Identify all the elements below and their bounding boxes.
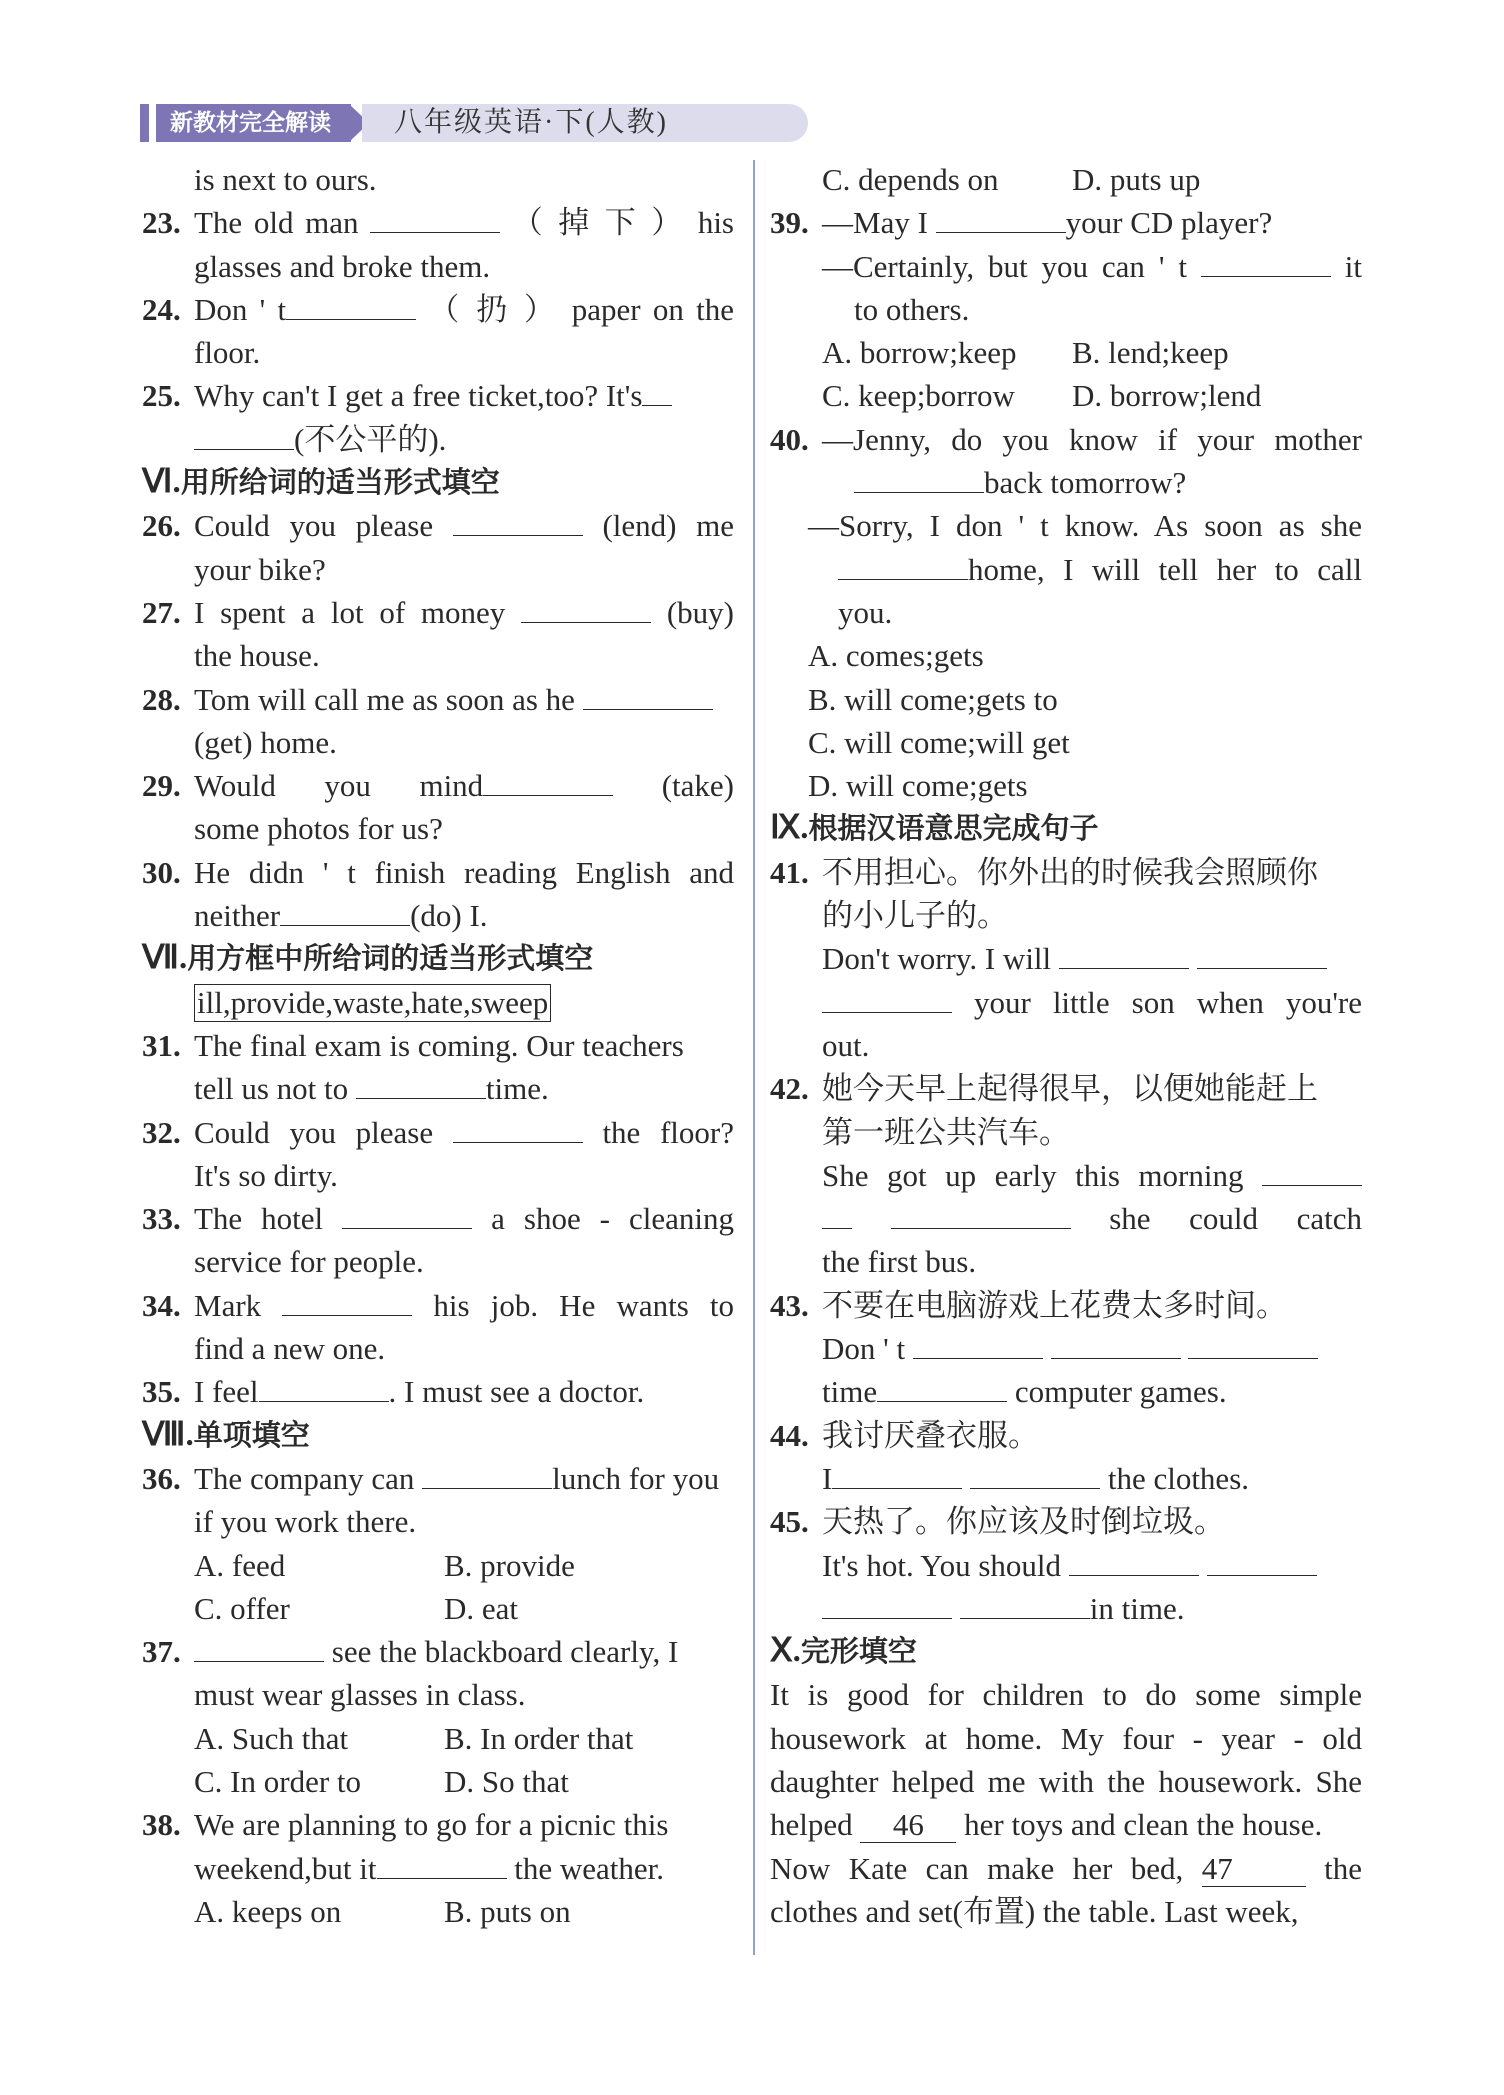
question-text: I spent a lot of money	[194, 594, 506, 630]
option-d[interactable]: D. borrow;lend	[1072, 378, 1262, 414]
option-c[interactable]: C. offer	[194, 1590, 290, 1626]
answer-blank[interactable]	[838, 553, 968, 580]
section-title: 用方框中所给词的适当形式填空	[187, 941, 594, 976]
answer-blank[interactable]	[822, 1592, 952, 1619]
passage-line: housework at home. My four - year - old	[770, 1720, 1362, 1756]
answer-blank[interactable]	[1197, 942, 1327, 969]
question-text: 天热了。你应该及时倒垃圾。	[822, 1504, 1225, 1540]
blank-46[interactable]: 46	[860, 1808, 956, 1843]
right-column	[770, 158, 1362, 1933]
question-40	[770, 418, 1362, 461]
question-number: 32.	[142, 1114, 181, 1150]
question-text: (不公平的).	[294, 421, 447, 457]
text-line: the first bus.	[822, 1244, 977, 1280]
question-text: 她今天早上起得很早，以便她能赶上	[822, 1071, 1318, 1107]
question-text: a shoe - cleaning	[491, 1201, 734, 1237]
option-a[interactable]: A. Such that	[194, 1720, 349, 1756]
section-heading-10	[770, 1630, 1362, 1673]
answer-blank[interactable]	[342, 1202, 472, 1229]
question-number: 23.	[142, 205, 181, 241]
question-text: Could you please	[194, 1114, 434, 1150]
option-b[interactable]: B. In order that	[444, 1720, 634, 1756]
option-a[interactable]: A. feed	[194, 1547, 286, 1583]
section-number: Ⅶ.	[142, 940, 188, 977]
text-line: service for people.	[194, 1244, 424, 1280]
text-line: It's so dirty.	[194, 1157, 338, 1193]
answer-blank[interactable]	[891, 1202, 1071, 1229]
text-line: —Sorry, I don ' t know. As soon as she	[808, 508, 1362, 544]
options-line	[142, 1587, 734, 1630]
question-24	[142, 288, 734, 331]
answer-blank[interactable]	[913, 1332, 1043, 1359]
header-accent-bar	[140, 104, 149, 142]
passage-line: daughter helped me with the housework. She	[770, 1763, 1362, 1799]
question-text: 不要在电脑游戏上花费太多时间。	[822, 1287, 1287, 1323]
question-number: 44.	[770, 1417, 809, 1453]
text-line: if you work there.	[194, 1504, 417, 1540]
passage-line	[770, 1803, 1362, 1846]
question-45	[770, 1500, 1362, 1543]
question-text: see the blackboard clearly, I	[331, 1634, 679, 1670]
question-text: We are planning to go for a picnic this	[194, 1807, 669, 1843]
text-line: glasses and broke them.	[194, 248, 491, 284]
question-44	[770, 1414, 1362, 1457]
question-text: —May I	[822, 205, 928, 241]
text-line: to others.	[854, 291, 970, 327]
text-line: 第一班公共汽车。	[822, 1114, 1070, 1150]
option-d[interactable]: D. eat	[444, 1590, 519, 1626]
question-text: your little son when you're	[974, 984, 1362, 1020]
question-text: She got up early this morning	[822, 1157, 1244, 1193]
text-line	[770, 461, 1362, 504]
question-text: time	[822, 1374, 878, 1410]
answer-blank[interactable]	[1207, 1549, 1317, 1576]
column-divider	[753, 160, 755, 1955]
question-text: back tomorrow?	[984, 465, 1187, 501]
answer-blank[interactable]	[370, 206, 500, 233]
option-b[interactable]: B. lend;keep	[1072, 335, 1229, 371]
text-line: you.	[838, 594, 893, 630]
answer-blank[interactable]	[642, 379, 672, 406]
answer-blank[interactable]	[194, 1635, 324, 1662]
question-42	[770, 1067, 1362, 1110]
question-text: The final exam is coming. Our teachers	[194, 1027, 684, 1063]
question-text: neither	[194, 898, 281, 934]
answer-blank[interactable]	[877, 1375, 1007, 1402]
option-b[interactable]: B. puts on	[444, 1893, 571, 1929]
text-line	[770, 981, 1362, 1024]
question-text: （ 掉 下 ） his	[511, 205, 734, 241]
question-text: your CD player?	[1065, 205, 1273, 241]
text-line	[770, 548, 1362, 591]
text-line	[142, 418, 734, 461]
answer-blank[interactable]	[453, 509, 583, 536]
text-line: is next to ours.	[194, 162, 377, 197]
blank-47[interactable]: 47	[1202, 1852, 1306, 1887]
page-header	[140, 102, 680, 142]
option-c[interactable]: C. In order to	[194, 1763, 362, 1799]
question-text: I	[822, 1460, 833, 1496]
text-line: 的小儿子的。	[822, 898, 1008, 934]
question-number: 27.	[142, 594, 181, 630]
question-text: The hotel	[194, 1201, 324, 1237]
text-line	[770, 937, 1362, 980]
section-heading-8	[142, 1414, 734, 1457]
answer-blank[interactable]	[1051, 1332, 1181, 1359]
question-text: —Certainly, but you can ' t	[822, 248, 1187, 284]
question-36	[142, 1457, 734, 1500]
question-number: 42.	[770, 1071, 809, 1107]
text-line	[770, 1544, 1362, 1587]
section-number: Ⅵ.	[142, 464, 181, 501]
answer-blank[interactable]	[854, 466, 984, 493]
passage-text: Now Kate can make her bed,	[770, 1850, 1184, 1886]
question-text: Would you mind	[194, 768, 484, 804]
question-text: (do) I.	[410, 898, 488, 934]
option-a[interactable]: A. keeps on	[194, 1893, 342, 1929]
question-number: 29.	[142, 768, 181, 804]
question-text: . I must see a doctor.	[388, 1374, 645, 1410]
question-number: 30.	[142, 854, 181, 890]
answer-blank[interactable]	[377, 1852, 507, 1879]
question-text: the weather.	[514, 1850, 665, 1886]
question-text: she could catch	[1109, 1201, 1363, 1237]
answer-blank[interactable]	[936, 206, 1066, 233]
question-text: Mark	[194, 1287, 262, 1323]
question-text: time.	[485, 1071, 549, 1107]
question-text: it	[1344, 248, 1362, 284]
option-d[interactable]: D. will come;gets	[808, 768, 1028, 804]
question-text: It's hot. You should	[822, 1547, 1062, 1583]
question-text: home, I will tell her to call	[968, 551, 1362, 587]
section-number: Ⅹ.	[770, 1633, 801, 1670]
question-text: computer games.	[1014, 1374, 1227, 1410]
question-text: in time.	[1089, 1590, 1185, 1626]
question-text: He didn ' t finish reading English and	[194, 854, 734, 890]
answer-blank[interactable]	[282, 1289, 412, 1316]
answer-blank[interactable]	[1188, 1332, 1318, 1359]
section-title: 用所给词的适当形式填空	[180, 465, 500, 500]
question-text: Tom will call me as soon as he	[194, 681, 575, 717]
question-text: Why can't I get a free ticket,too? It's	[194, 378, 643, 414]
question-text: (buy)	[666, 594, 735, 630]
question-number: 41.	[770, 854, 809, 890]
answer-blank[interactable]	[970, 1462, 1100, 1489]
option-b[interactable]: B. provide	[444, 1547, 575, 1583]
option-d[interactable]: D. So that	[444, 1763, 569, 1799]
options-line	[142, 1544, 734, 1587]
question-25	[142, 374, 734, 417]
question-text: (take)	[661, 768, 734, 804]
question-text: weekend,but it	[194, 1850, 377, 1886]
question-text: tell us not to	[194, 1071, 349, 1107]
text-line	[770, 1370, 1362, 1413]
text-line: find a new one.	[194, 1331, 386, 1367]
text-line	[770, 1154, 1362, 1197]
question-text: 不用担心。你外出的时候我会照顾你	[822, 854, 1318, 890]
question-text: Could you please	[194, 508, 434, 544]
answer-blank[interactable]	[286, 293, 416, 320]
answer-blank[interactable]	[280, 899, 410, 926]
question-23	[142, 201, 734, 244]
answer-blank[interactable]	[453, 1116, 583, 1143]
question-text: I feel	[194, 1374, 259, 1410]
word-box-line	[142, 981, 734, 1024]
header-tag: 新教材完全解读	[156, 104, 351, 142]
text-line	[142, 1847, 734, 1890]
question-text: Don't worry. I will	[822, 941, 1052, 977]
question-31	[142, 1024, 734, 1067]
passage-text: the	[1324, 1850, 1363, 1886]
question-number: 26.	[142, 508, 181, 544]
question-41	[770, 851, 1362, 894]
answer-blank[interactable]	[483, 769, 613, 796]
passage-text: her toys and clean the house.	[964, 1807, 1323, 1843]
question-number: 35.	[142, 1374, 181, 1410]
question-39	[770, 201, 1362, 244]
text-line: out.	[822, 1027, 870, 1063]
text-line	[770, 1327, 1362, 1370]
answer-blank[interactable]	[1069, 1549, 1199, 1576]
section-heading-6	[142, 461, 734, 504]
question-text: the clothes.	[1107, 1460, 1250, 1496]
option-b[interactable]: B. will come;gets to	[808, 681, 1058, 717]
question-34	[142, 1284, 734, 1327]
question-33	[142, 1197, 734, 1240]
question-28	[142, 678, 734, 721]
answer-blank[interactable]	[422, 1462, 552, 1489]
text-line: must wear glasses in class.	[194, 1677, 526, 1713]
question-number: 40.	[770, 421, 809, 457]
answer-blank[interactable]	[822, 986, 952, 1013]
question-number: 31.	[142, 1027, 181, 1063]
text-line: your bike?	[194, 551, 326, 587]
option-c[interactable]: C. keep;borrow	[822, 378, 1015, 414]
question-text: the floor?	[602, 1114, 734, 1150]
answer-blank[interactable]	[822, 1202, 852, 1229]
question-number: 37.	[142, 1634, 181, 1670]
question-35	[142, 1370, 734, 1413]
section-heading-9	[770, 807, 1362, 850]
answer-blank[interactable]	[1059, 942, 1189, 969]
question-37	[142, 1630, 734, 1673]
question-text: Don ' t	[822, 1331, 906, 1367]
option-d[interactable]: D. puts up	[1072, 162, 1201, 197]
option-a[interactable]: A. comes;gets	[808, 638, 984, 674]
question-27	[142, 591, 734, 634]
option-c[interactable]: C. will come;will get	[808, 724, 1070, 760]
question-26	[142, 504, 734, 547]
answer-blank[interactable]	[960, 1592, 1090, 1619]
answer-blank[interactable]	[832, 1462, 962, 1489]
section-heading-7	[142, 937, 734, 980]
question-number: 36.	[142, 1460, 181, 1496]
text-line	[770, 1457, 1362, 1500]
passage-line: clothes and set(布置) the table. Last week,	[770, 1893, 1299, 1929]
answer-blank[interactable]	[356, 1072, 486, 1099]
passage-line: It is good for children to do some simple	[770, 1677, 1362, 1713]
question-number: 38.	[142, 1807, 181, 1843]
passage-text: helped	[770, 1807, 853, 1843]
question-text: Don ' t	[194, 291, 287, 327]
question-30	[142, 851, 734, 894]
question-number: 25.	[142, 378, 181, 414]
options-line	[770, 158, 1362, 201]
question-43	[770, 1284, 1362, 1327]
option-c[interactable]: C. depends on	[822, 162, 999, 197]
question-number: 45.	[770, 1504, 809, 1540]
section-number: Ⅸ.	[770, 810, 809, 847]
answer-blank[interactable]	[583, 683, 713, 710]
text-line: some photos for us?	[194, 811, 443, 847]
question-number: 24.	[142, 291, 181, 327]
question-number: 39.	[770, 205, 809, 241]
question-number: 34.	[142, 1287, 181, 1323]
section-title: 完形填空	[800, 1634, 917, 1669]
answer-blank[interactable]	[194, 423, 294, 450]
options-line	[770, 331, 1362, 374]
question-number: 33.	[142, 1201, 181, 1237]
header-subtitle: 八年级英语·下(人教)	[362, 104, 808, 142]
section-title: 根据汉语意思完成句子	[808, 811, 1099, 846]
options-line	[142, 1890, 734, 1933]
text-line	[142, 1067, 734, 1110]
answer-blank[interactable]	[521, 596, 651, 623]
text-line	[770, 1197, 1362, 1240]
left-column	[142, 158, 734, 1933]
answer-blank[interactable]	[1262, 1159, 1362, 1186]
text-line	[770, 1587, 1362, 1630]
question-text: 我讨厌叠衣服。	[822, 1417, 1039, 1453]
question-number: 43.	[770, 1287, 809, 1323]
section-number: Ⅷ.	[142, 1416, 194, 1453]
question-text: （ 扔 ） paper on the	[428, 291, 735, 327]
word-box: ill,provide,waste,hate,sweep	[194, 984, 551, 1022]
question-text: The company can	[194, 1460, 415, 1496]
options-line	[142, 1760, 734, 1803]
question-text: lunch for you	[552, 1460, 720, 1496]
text-line: (get) home.	[194, 724, 337, 760]
passage-line	[770, 1847, 1362, 1890]
text-line: floor.	[194, 335, 261, 371]
question-text: (lend) me	[602, 508, 734, 544]
answer-blank[interactable]	[1201, 250, 1331, 277]
question-38	[142, 1803, 734, 1846]
text-line	[142, 894, 734, 937]
options-line	[142, 1717, 734, 1760]
answer-blank[interactable]	[259, 1375, 389, 1402]
option-a[interactable]: A. borrow;keep	[822, 335, 1017, 371]
question-text: his job. He wants to	[433, 1287, 735, 1323]
text-line	[770, 245, 1362, 288]
text-line: the house.	[194, 638, 320, 674]
options-line	[770, 374, 1362, 417]
question-text: The old man	[194, 205, 359, 241]
question-text: —Jenny, do you know if your mother	[822, 421, 1362, 457]
question-number: 28.	[142, 681, 181, 717]
question-32	[142, 1111, 734, 1154]
section-title: 单项填空	[193, 1417, 310, 1452]
question-29	[142, 764, 734, 807]
